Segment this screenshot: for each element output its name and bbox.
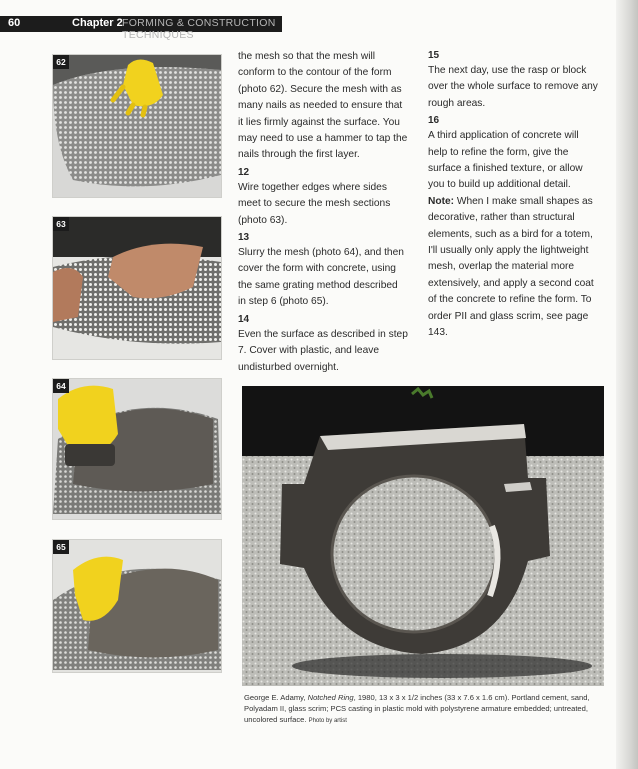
- chapter-header-bar: [0, 16, 282, 41]
- step-16-text: A third application of concrete will help to refine the form, give the surface a finished texture, or allow you to build up additional detail.: [428, 130, 583, 191]
- photo-65-label: 65: [53, 540, 69, 554]
- photo-62: [52, 54, 222, 198]
- sculpture-photo: [242, 386, 604, 686]
- step-16-number: 16: [428, 115, 440, 127]
- photo-65: [52, 539, 222, 673]
- caption-details: , 1980, 13 x 3 x 1/2 inches (33 x 7.6 x 1.6 cm). Portland cement, sand, Polyadam II, glass scrim; PCS casting in plastic mold with polystyrene armature embedded; untreated, uncolored surface.: [244, 693, 590, 724]
- photo-62-label: 62: [53, 55, 69, 69]
- step-15-text: The next day, use the rasp or block over the whole surface to remove any rough areas.: [428, 65, 598, 109]
- step-12-text: Wire together edges where sides meet to secure the mesh sections (photo 63).: [238, 181, 391, 226]
- step-12-number: 12: [238, 166, 250, 178]
- book-spine-shadow: [616, 0, 638, 769]
- photo-64-label: 64: [53, 379, 69, 393]
- caption-title: Notched Ring: [307, 693, 354, 702]
- note-label: Note:: [428, 195, 455, 207]
- photo-64-image: [53, 379, 221, 519]
- chapter-title: FORMING & CONSTRUCTION TECHNIQUES: [122, 17, 276, 41]
- photo-64: [52, 378, 222, 520]
- step-14-text: Even the surface as described in step 7. Cover with plastic, and leave undisturbed overnight.: [238, 328, 408, 373]
- text-column-2: [428, 49, 600, 342]
- photo-65-image: [53, 540, 221, 672]
- step-13-text: Slurry the mesh (photo 64), and then cover the form with concrete, using the same grating method described in step 6 (photo 65).: [238, 247, 404, 308]
- caption-credit: Photo by artist: [308, 717, 347, 724]
- note-text: When I make small shapes as decorative, rather than structural elements, such as a bird for a totem, I'll usually only apply the lightweight mesh, overlap the material more extensively, and apply a second coat of the concrete to refine the form. To order PII and glass scrim, see page 143.: [428, 195, 594, 339]
- photo-63: [52, 216, 222, 360]
- sculpture-caption: [244, 693, 606, 726]
- step-15-number: 15: [428, 50, 440, 61]
- note-paragraph: [428, 194, 600, 342]
- step-14-number: 14: [238, 313, 250, 325]
- step-13-number: 13: [238, 232, 250, 244]
- photo-62-image: [53, 55, 221, 197]
- chapter-label: Chapter 2: [72, 17, 123, 29]
- caption-artist: George E. Adamy,: [244, 693, 308, 702]
- column1-intro: the mesh so that the mesh will conform to the contour of the form (photo 62). Secure the mesh with as many nails as needed to ensure that it lies firmly against the surface. You may need to use a hammer to tap the nails through the first layer.: [238, 51, 408, 161]
- page-number: 60: [8, 17, 21, 29]
- photo-63-image: [53, 217, 221, 359]
- photo-63-label: 63: [53, 217, 69, 231]
- sculpture-photo-image: [242, 386, 604, 686]
- text-column-1: [238, 49, 408, 376]
